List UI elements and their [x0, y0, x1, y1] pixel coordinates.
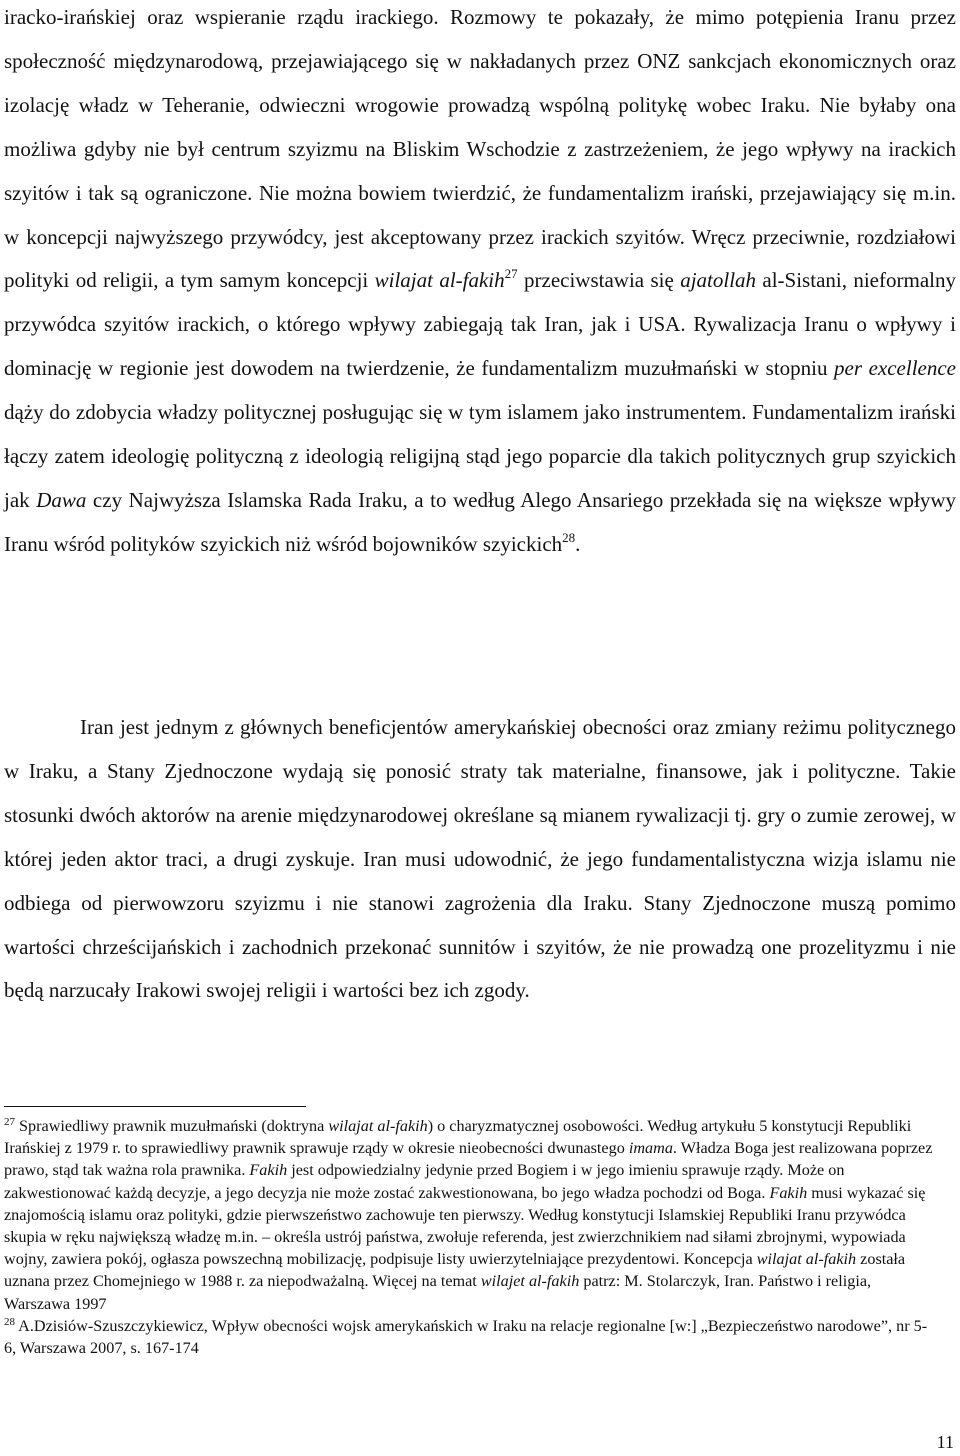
paragraph-1-text-5: czy Najwyższa Islamska Rada Iraku, a to według Alego Ansariego przekłada się na większe wpływy Iranu wśród polityków szyickich niż wśród bojowników szyickich — [4, 487, 956, 556]
footnote-27-text-g: patrz: M. Stolarczyk, Iran. Państwo i religia, Warszawa 1997 — [4, 1272, 872, 1313]
paragraph-1-text-2: przeciwstawia się — [517, 268, 681, 293]
footnote-ref-28[interactable]: 28 — [562, 529, 576, 545]
footnote-27-italic-6: wilajet al-fakih — [480, 1272, 580, 1291]
paragraph-1-text-4: dąży do zdobycia władzy politycznej posługując się w tym islamem jako instrumentem. Fundamentalizm irański łączy zatem ideologię polityczną z ideologią religijną stąd jego poparcie dla takich politycznych grup szyickich jak — [4, 400, 956, 512]
term-dawa: Dawa — [36, 487, 87, 512]
footnote-27-number: 27 — [4, 1116, 15, 1128]
paragraph-1-text-1: iracko-irańskiej oraz wspieranie rządu irackiego. Rozmowy te pokazały, że mimo potępienia Iranu przez społeczność międzynarodową, przejawiającego się w nakładanych przez ONZ sankcjach ekonomicznych oraz izolację władz w Teheranie, odwieczni wrogowie prowadzą wspólną politykę wobec Iraku. Nie byłaby ona możliwa gdyby nie był centrum szyizmu na Bliskim Wschodzie z zastrzeżeniem, że jego wpływy na irackich szyitów i tak są ograniczone. Nie można bowiem twierdzić, że fundamentalizm irański, przejawiający się m.in. w koncepcji najwyższego przywódcy, jest akceptowany przez irackich szyitów. Wręcz przeciwnie, rozdziałowi polityki od religii, a tym samym koncepcji — [4, 5, 956, 293]
footnote-27-text-f: została uznana przez Chomejniego w 1988 r. za niepodważalną. Więcej na temat — [4, 1250, 906, 1291]
footnote-27-text-e: musi wykazać się znajomością islamu oraz polityki, gdzie pierwszeństwo zachowuje ten pierwszy. Według konstytucji Islamskiej Republiki Iranu przywódca skupia w ręku największą władzę m.in. – określa ustrój państwa, zwołuje referenda, jest zwierzchnikiem nad siłami zbrojnymi, wypowiada wojny, zawiera pokój, ogłasza powszechną mobilizację, podpisuje listy uwierzytelniające prezydentowi. Koncepcja — [4, 1183, 926, 1269]
footnote-27-text-a: Sprawiedliwy prawnik muzułmański (doktryna — [15, 1117, 329, 1135]
footnote-27-text-b: ) o charyzmatycznej osobowości. Według artykułu 5 konstytucji Republiki Irańskiej z 1979 r. to sprawiedliwy prawnik sprawuje rządy w okresie nieobecności dwunastego — [4, 1117, 912, 1158]
term-per-excellence: per excellence — [834, 356, 956, 381]
footnote-27-italic-3: Fakih — [249, 1161, 288, 1180]
paragraph-1 — [4, 0, 956, 567]
footnote-27-text-c: . Władza Boga jest realizowana poprzez prawo, stąd tak ważna rola prawnika. — [4, 1139, 933, 1180]
footnote-27 — [4, 1115, 934, 1315]
footnote-28 — [4, 1315, 934, 1359]
footnote-28-text: A.Dzisiów-Szuszczykiewicz, Wpływ obecności wojsk amerykańskich w Iraku na relacje regionalne [w:] „Bezpieczeństwo narodowe”, nr 5-6, Warszawa 2007, s. 167-174 — [4, 1316, 928, 1358]
footnote-28-number: 28 — [4, 1315, 15, 1328]
footnote-27-italic-4: Fakih — [769, 1183, 808, 1202]
term-ajatollah: ajatollah — [680, 268, 757, 293]
footnote-separator — [4, 1106, 306, 1107]
footnote-27-text-d: jest odpowiedzialny jedynie przed Bogiem i w jego imieniu sprawuje rządy. Może on zakwestionować każdą decyzje, a jego decyzja nie może zostać zakwestionowana, bo jego władza pochodzi od Boga. — [4, 1161, 845, 1202]
footnote-27-italic-2: imama — [628, 1139, 673, 1158]
term-wilajat-al-fakih: wilajat al-fakih — [374, 268, 505, 293]
page-number: 11 — [936, 1432, 954, 1452]
footnotes-section — [4, 1115, 934, 1359]
paragraph-2: Iran jest jednym z głównych beneficjentów amerykańskiej obecności oraz zmiany reżimu politycznego w Iraku, a Stany Zjednoczone wydają się ponosić straty tak materialne, finansowe, jak i polityczne. Takie stosunki dwóch aktorów na arenie międzynarodowej określane są mianem rywalizacji tj. gry o zumie zerowej, w której jeden aktor traci, a drugi zyskuje. Iran musi udowodnić, że jego fundamentalistyczna wizja islamu nie odbiega od pierwowzoru szyizmu i nie stanowi zagrożenia dla Iraku. Stany Zjednoczone muszą pomimo wartości chrześcijańskich i zachodnich przekonać sunnitów i szyitów, że nie prowadzą one prozelityzmu i nie będą narzucały Irakowi swojej religii i wartości bez ich zgody. — [4, 715, 956, 1003]
paragraph-1-text-3: al-Sistani, nieformalny przywódca szyitów irackich, o którego wpływy zabiegają tak Iran, jak i USA. Rywalizacja Iranu o wpływy i dominację w regionie jest dowodem na twierdzenie, że fundamentalizm muzułmański w stopniu — [4, 268, 956, 381]
footnote-27-italic-1: wilajat al-fakih — [328, 1117, 428, 1135]
footnote-ref-27[interactable]: 27 — [504, 266, 518, 282]
paragraph-1-text-6: . — [575, 531, 581, 556]
footnote-27-italic-5: wilajat al-fakih — [756, 1250, 857, 1269]
